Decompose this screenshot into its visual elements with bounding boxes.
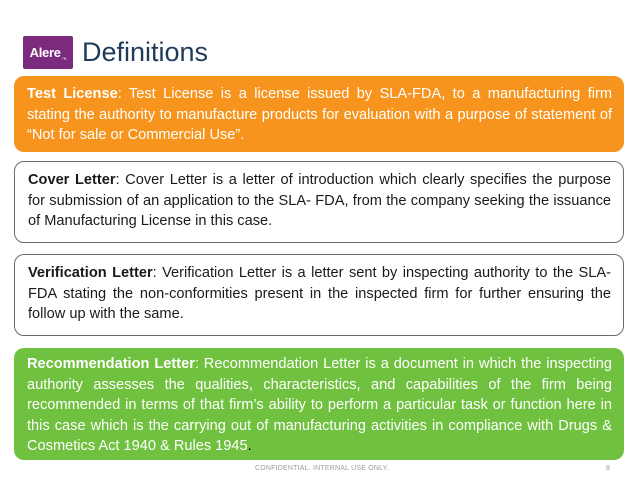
alere-logo xyxy=(23,36,73,69)
definition-verification-letter xyxy=(14,254,624,336)
definition-term: Recommendation Letter xyxy=(27,356,195,372)
logo-text: Alere xyxy=(29,45,61,60)
definition-recommendation-letter xyxy=(14,348,624,460)
definition-term: Verification Letter xyxy=(28,265,153,281)
page-title: Definitions xyxy=(82,37,209,67)
definition-cover-letter xyxy=(14,161,624,243)
definition-text: : Verification Letter is a letter sent by inspecting authority to the SLA-FDA stating the non-conformities present in the inspected firm for further ensuring the follow up with the same. xyxy=(28,265,611,322)
logo-trademark: ™ xyxy=(61,57,67,63)
definition-text: : Recommendation Letter is a document in which the inspecting authority assesses the qualities, characteristics, and capabilities of the firm being recommended in terms of that firm’s ability to perform a particular task or function here in this case which is the carrying out of manufacturing activities in compliance with Drugs & Cosmetics Act 1940 & Rules 1945 xyxy=(27,356,612,454)
confidential-footer: CONFIDENTIAL. INTERNAL USE ONLY. xyxy=(255,465,389,472)
definition-term: Test License xyxy=(27,86,118,102)
page-number: 8 xyxy=(606,465,610,472)
definition-text: : Test License is a license issued by SLA-FDA, to a manufacturing firm stating the authority to manufacture products for evaluation with a purpose of statement of “Not for sale or Commercial Use”. xyxy=(27,86,613,143)
definition-end-period: . xyxy=(247,438,252,454)
definition-test-license xyxy=(14,76,624,152)
definition-text: : Cover Letter is a letter of introduction which clearly specifies the purpose for submission of an application to the SLA- FDA, from the company seeking the issuance of Manufacturing License in this case. xyxy=(28,172,611,229)
definition-term: Cover Letter xyxy=(28,172,116,188)
